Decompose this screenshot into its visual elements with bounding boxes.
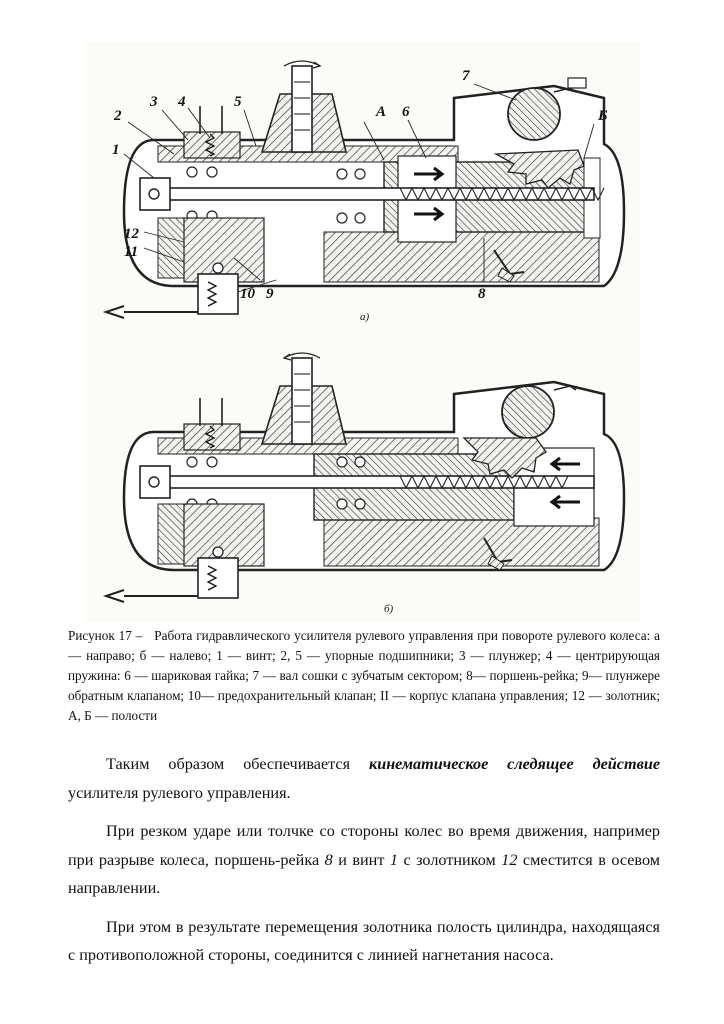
callout-3: 3	[150, 94, 158, 110]
p2-text-c: с золотником	[397, 850, 502, 869]
steering-figure	[84, 42, 640, 622]
p1-emphasis: кинематическое следящее действие	[368, 755, 661, 773]
callout-5: 5	[234, 94, 242, 110]
callout-1: 1	[112, 142, 120, 158]
callout-10: 10	[240, 286, 255, 302]
sector-shaft-a	[508, 88, 560, 140]
p2-text-d: сместится в осевом направлении.	[68, 850, 660, 897]
p2-text-a: При резком ударе или толчке со стороны колес во время движения, например при разрыве колеса, поршень-рейка	[68, 822, 660, 869]
callout-4: 4	[178, 94, 186, 110]
callout-cavity-a: А	[376, 104, 387, 120]
callout-cavity-b: Б	[598, 108, 608, 124]
callout-8: 8	[478, 286, 486, 302]
paragraph-1	[68, 750, 660, 807]
paragraph-2	[68, 817, 660, 903]
body-text	[68, 750, 660, 980]
p2-ref-8: 8	[324, 850, 333, 869]
callout-12: 12	[124, 226, 139, 242]
p2-ref-12: 12	[501, 850, 518, 869]
subfigure-label-b: б)	[384, 603, 394, 615]
paragraph-3	[68, 913, 660, 970]
callout-6: 6	[402, 104, 410, 120]
callout-7: 7	[462, 68, 470, 84]
diagram-a	[84, 42, 640, 332]
callout-11: 11	[124, 244, 139, 260]
caption-label: Рисунок 17 –	[68, 628, 143, 643]
p2-ref-1: 1	[389, 850, 398, 869]
caption-text: Работа гидравлического усилителя рулевого управления при повороте рулевого колеса: а — направо; б — налево; 1 — винт; 2, 5 — упорные подшипники; 3 — плунжер; 4 — центрирующая пружина: 6 — шариковая гайка; 7 — вал сошки с зубчатым сектором; 8— поршень-рейка; 9— плунжере обратным клапаном; 10— предохранительный клапан; II — корпус клапана управления; 12 — золотник; А, Б — полости	[68, 628, 660, 723]
p3-text: При этом в результате перемещения золотника полость цилиндра, находящаяся с противоположной стороны, соединится с линией нагнетания насоса.	[68, 917, 660, 964]
figure-caption	[68, 626, 660, 726]
subfigure-label-a: а)	[360, 311, 370, 323]
p1-text-end: усилителя рулевого управления.	[68, 783, 291, 802]
diagram-b	[84, 342, 640, 622]
p2-text-b: и винт	[332, 850, 390, 869]
sector-shaft-b	[502, 386, 554, 438]
callout-9: 9	[266, 286, 274, 302]
callout-2: 2	[114, 108, 122, 124]
p1-text-start: Таким образом обеспечивается	[106, 755, 369, 773]
